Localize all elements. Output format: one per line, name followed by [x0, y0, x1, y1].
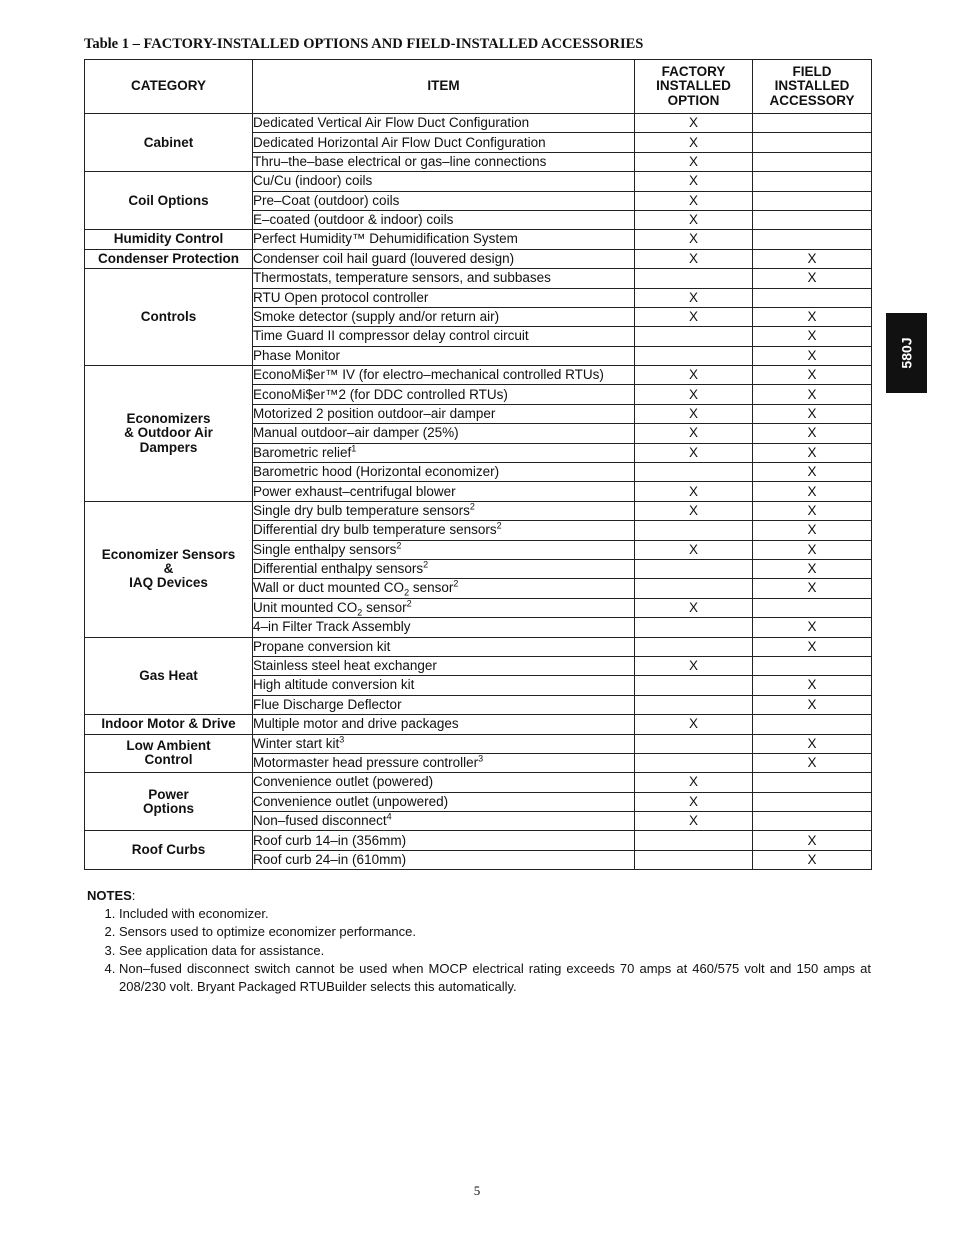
item-cell: [253, 734, 635, 753]
note-item: 1. Included with economizer.: [119, 905, 871, 923]
footnote-ref: 2: [469, 501, 475, 512]
category-cell: [85, 269, 253, 366]
field-mark: X: [753, 521, 872, 540]
item-text: Thermostats, temperature sensors, and subbases: [253, 270, 551, 286]
field-mark: [753, 172, 872, 191]
field-mark: [753, 230, 872, 249]
item-text: RTU Open protocol controller: [253, 289, 429, 305]
field-mark: X: [753, 424, 872, 443]
item-subscript: 2: [404, 588, 410, 599]
table-header-row: [85, 60, 872, 114]
factory-mark: [635, 269, 753, 288]
field-mark: [753, 715, 872, 734]
item-cell: [253, 385, 635, 404]
notes-section: NOTES: 1. Included with economizer. 2. Sensors used to optimize economizer performance. 3. See application data for assistance. 4. Non–fused disconnect switch cannot be used when MOCP electrical rating exceeds 70 amps at 460/575 volt and 150 amps at 208/230 volt. Bryant Packaged RTUBuilder selects this automatically.: [87, 887, 871, 996]
table-row: [85, 230, 872, 249]
factory-mark: X: [635, 404, 753, 423]
table-row: [85, 637, 872, 656]
footnote-ref: 4: [386, 811, 392, 822]
field-mark: X: [753, 269, 872, 288]
factory-mark: X: [635, 792, 753, 811]
item-cell: [253, 579, 635, 598]
factory-mark: X: [635, 172, 753, 191]
item-text: Roof curb 24–in (610mm): [253, 851, 407, 867]
factory-mark: X: [635, 540, 753, 559]
factory-mark: [635, 521, 753, 540]
item-cell: [253, 133, 635, 152]
item-cell: [253, 249, 635, 268]
factory-mark: X: [635, 307, 753, 326]
factory-mark: X: [635, 191, 753, 210]
category-cell: [85, 230, 253, 249]
footnote-ref: 2: [406, 598, 412, 609]
item-cell: [253, 307, 635, 326]
category-label: Roof Curbs: [131, 842, 206, 858]
factory-mark: [635, 346, 753, 365]
item-cell: [253, 559, 635, 578]
item-text: Motorized 2 position outdoor–air damper: [253, 405, 496, 421]
factory-mark: [635, 676, 753, 695]
factory-mark: X: [635, 501, 753, 520]
item-cell: [253, 695, 635, 714]
item-text: Convenience outlet (unpowered): [253, 793, 449, 809]
item-text: 4–in Filter Track Assembly: [253, 619, 411, 635]
category-cell: [85, 637, 253, 715]
field-mark: X: [753, 404, 872, 423]
header-field-label: FIELD INSTALLED ACCESSORY: [769, 64, 855, 108]
table-row: [85, 114, 872, 133]
item-text: Flue Discharge Deflector: [253, 696, 402, 712]
field-mark: X: [753, 637, 872, 656]
field-mark: [753, 288, 872, 307]
factory-mark: X: [635, 482, 753, 501]
factory-mark: X: [635, 133, 753, 152]
item-text: Barometric hood (Horizontal economizer): [253, 464, 500, 480]
field-mark: X: [753, 327, 872, 346]
factory-mark: X: [635, 443, 753, 462]
factory-mark: X: [635, 424, 753, 443]
item-text-after: sensor: [362, 599, 407, 615]
notes-list: [87, 905, 871, 996]
field-mark: X: [753, 501, 872, 520]
side-tab: [886, 313, 927, 393]
item-cell: [253, 327, 635, 346]
item-text: High altitude conversion kit: [253, 677, 415, 693]
item-text: Condenser coil hail guard (louvered design): [253, 250, 515, 266]
field-mark: X: [753, 579, 872, 598]
factory-mark: [635, 559, 753, 578]
field-mark: X: [753, 559, 872, 578]
item-cell: [253, 637, 635, 656]
field-mark: [753, 114, 872, 133]
item-cell: [253, 346, 635, 365]
field-mark: X: [753, 307, 872, 326]
table-row: [85, 501, 872, 520]
item-text: Differential enthalpy sensors: [253, 561, 424, 577]
field-mark: [753, 152, 872, 171]
factory-mark: X: [635, 366, 753, 385]
field-mark: X: [753, 366, 872, 385]
category-label: Economizers & Outdoor Air Dampers: [124, 411, 213, 455]
category-cell: [85, 114, 253, 172]
item-cell: [253, 404, 635, 423]
field-mark: X: [753, 618, 872, 637]
table-row: [85, 366, 872, 385]
table-row: [85, 831, 872, 850]
field-mark: X: [753, 346, 872, 365]
factory-mark: [635, 850, 753, 869]
footnote-ref: 2: [453, 578, 459, 589]
item-text: Cu/Cu (indoor) coils: [253, 173, 373, 189]
header-category: CATEGORY: [85, 60, 253, 114]
category-cell: [85, 501, 253, 637]
item-text: Winter start kit: [253, 735, 340, 751]
item-cell: [253, 191, 635, 210]
item-text: Perfect Humidity™ Dehumidification System: [253, 231, 518, 247]
item-cell: [253, 521, 635, 540]
field-mark: X: [753, 850, 872, 869]
item-text: Manual outdoor–air damper (25%): [253, 425, 459, 441]
category-label: Economizer Sensors & IAQ Devices: [101, 546, 236, 591]
item-cell: [253, 114, 635, 133]
field-mark: X: [753, 676, 872, 695]
item-cell: [253, 269, 635, 288]
item-text: Time Guard II compressor delay control circuit: [253, 328, 529, 344]
item-text: Motormaster head pressure controller: [253, 755, 479, 770]
item-cell: [253, 540, 635, 559]
field-mark: X: [753, 482, 872, 501]
field-mark: X: [753, 734, 872, 753]
factory-mark: X: [635, 288, 753, 307]
factory-mark: [635, 618, 753, 637]
category-label: Humidity Control: [113, 231, 224, 247]
item-text: Convenience outlet (powered): [253, 774, 434, 790]
factory-mark: X: [635, 598, 753, 617]
footnote-ref: 3: [478, 753, 484, 764]
field-mark: [753, 598, 872, 617]
field-mark: X: [753, 463, 872, 482]
footnote-ref: 3: [339, 734, 345, 745]
item-text: Barometric relief: [253, 444, 352, 460]
factory-mark: X: [635, 152, 753, 171]
item-cell: [253, 850, 635, 869]
item-text: Differential dry bulb temperature sensors: [253, 522, 497, 538]
factory-mark: X: [635, 230, 753, 249]
item-cell: [253, 715, 635, 734]
item-cell: [253, 831, 635, 850]
factory-mark: [635, 463, 753, 482]
field-mark: [753, 773, 872, 792]
category-label: Indoor Motor & Drive: [101, 716, 236, 732]
item-cell: [253, 656, 635, 675]
item-cell: [253, 598, 635, 617]
field-mark: [753, 656, 872, 675]
notes-heading: NOTES: [87, 888, 132, 903]
category-cell: [85, 734, 253, 773]
category-label: Condenser Protection: [97, 250, 240, 266]
category-label: Coil Options: [128, 192, 209, 208]
item-cell: [253, 792, 635, 811]
field-mark: X: [753, 695, 872, 714]
item-cell: [253, 482, 635, 501]
factory-mark: X: [635, 656, 753, 675]
table-row: [85, 269, 872, 288]
item-text: Dedicated Horizontal Air Flow Duct Configuration: [253, 134, 546, 150]
item-text: EconoMi$er™ IV (for electro–mechanical controlled RTUs): [253, 367, 604, 383]
category-cell: [85, 773, 253, 831]
table-row: [85, 172, 872, 191]
item-text: Non–fused disconnect: [253, 813, 387, 829]
item-cell: [253, 676, 635, 695]
item-text: Thru–the–base electrical or gas–line connections: [253, 153, 547, 169]
item-text: Single enthalpy sensors: [253, 541, 397, 557]
field-mark: X: [753, 443, 872, 462]
factory-mark: [635, 831, 753, 850]
factory-mark: X: [635, 773, 753, 792]
field-mark: [753, 133, 872, 152]
item-text: Power exhaust–centrifugal blower: [253, 483, 456, 499]
field-mark: X: [753, 249, 872, 268]
item-cell: [253, 773, 635, 792]
item-cell: [253, 501, 635, 520]
factory-mark: [635, 695, 753, 714]
item-cell: [253, 812, 635, 831]
factory-mark: [635, 579, 753, 598]
item-subscript: 2: [357, 607, 363, 618]
category-cell: [85, 249, 253, 268]
category-label: Low Ambient Control: [126, 738, 211, 768]
item-cell: [253, 753, 635, 772]
field-mark: X: [753, 540, 872, 559]
item-text: Unit mounted CO: [253, 599, 358, 615]
table-body: [85, 114, 872, 870]
category-cell: [85, 831, 253, 870]
table-row: [85, 249, 872, 268]
category-cell: [85, 366, 253, 502]
header-factory: [635, 60, 753, 114]
factory-mark: [635, 734, 753, 753]
item-text: Single dry bulb temperature sensors: [253, 502, 470, 518]
item-cell: [253, 463, 635, 482]
table-row: [85, 715, 872, 734]
header-field: [753, 60, 872, 114]
item-text: E–coated (outdoor & indoor) coils: [253, 212, 454, 228]
footnote-ref: 1: [351, 443, 357, 454]
options-table: [84, 59, 872, 870]
factory-mark: X: [635, 385, 753, 404]
item-text: Stainless steel heat exchanger: [253, 658, 437, 674]
item-cell: [253, 288, 635, 307]
category-label: Cabinet: [143, 134, 194, 150]
table-row: [85, 773, 872, 792]
factory-mark: X: [635, 210, 753, 229]
item-text: Multiple motor and drive packages: [253, 716, 459, 732]
item-cell: [253, 172, 635, 191]
category-label: Controls: [140, 309, 197, 325]
field-mark: [753, 812, 872, 831]
item-cell: [253, 443, 635, 462]
field-mark: [753, 792, 872, 811]
factory-mark: X: [635, 114, 753, 133]
factory-mark: X: [635, 249, 753, 268]
item-text: Wall or duct mounted CO: [253, 580, 405, 596]
table-title: Table 1 – FACTORY-INSTALLED OPTIONS AND FIELD-INSTALLED ACCESSORIES: [84, 36, 644, 52]
item-cell: [253, 424, 635, 443]
item-text: Roof curb 14–in (356mm): [253, 832, 407, 848]
factory-mark: X: [635, 715, 753, 734]
page-number: 5: [473, 1183, 481, 1198]
item-cell: [253, 152, 635, 171]
note-item: 4. Non–fused disconnect switch cannot be used when MOCP electrical rating exceeds 70 amps at 460/575 volt and 150 amps at 208/230 volt. Bryant Packaged RTUBuilder selects this automatically.: [119, 960, 871, 996]
field-mark: [753, 210, 872, 229]
item-text: Pre–Coat (outdoor) coils: [253, 192, 400, 208]
item-cell: [253, 210, 635, 229]
item-cell: [253, 618, 635, 637]
factory-mark: [635, 637, 753, 656]
footnote-ref: 2: [423, 559, 429, 570]
note-item: 2. Sensors used to optimize economizer performance.: [119, 923, 871, 941]
item-text: EconoMi$er™2 (for DDC controlled RTUs): [253, 386, 508, 402]
field-mark: X: [753, 831, 872, 850]
field-mark: [753, 191, 872, 210]
table-row: [85, 734, 872, 753]
factory-mark: [635, 753, 753, 772]
footnote-ref: 2: [396, 540, 402, 551]
item-text: Smoke detector (supply and/or return air): [253, 309, 500, 325]
header-item: ITEM: [253, 60, 635, 114]
footnote-ref: 2: [496, 520, 502, 531]
category-cell: [85, 715, 253, 734]
note-item: 3. See application data for assistance.: [119, 942, 871, 960]
item-cell: [253, 230, 635, 249]
header-factory-label: FACTORY INSTALLED OPTION: [656, 64, 731, 108]
field-mark: X: [753, 385, 872, 404]
side-tab-label: 580J: [898, 337, 915, 369]
field-mark: X: [753, 753, 872, 772]
category-label: Power Options: [143, 786, 194, 816]
item-text: Propane conversion kit: [253, 638, 391, 654]
item-cell: [253, 366, 635, 385]
item-text: Dedicated Vertical Air Flow Duct Configuration: [253, 115, 530, 131]
category-label: Gas Heat: [139, 667, 198, 683]
category-cell: [85, 172, 253, 230]
factory-mark: X: [635, 812, 753, 831]
factory-mark: [635, 327, 753, 346]
item-text: Phase Monitor: [253, 347, 341, 363]
item-text-after: sensor: [409, 580, 454, 596]
